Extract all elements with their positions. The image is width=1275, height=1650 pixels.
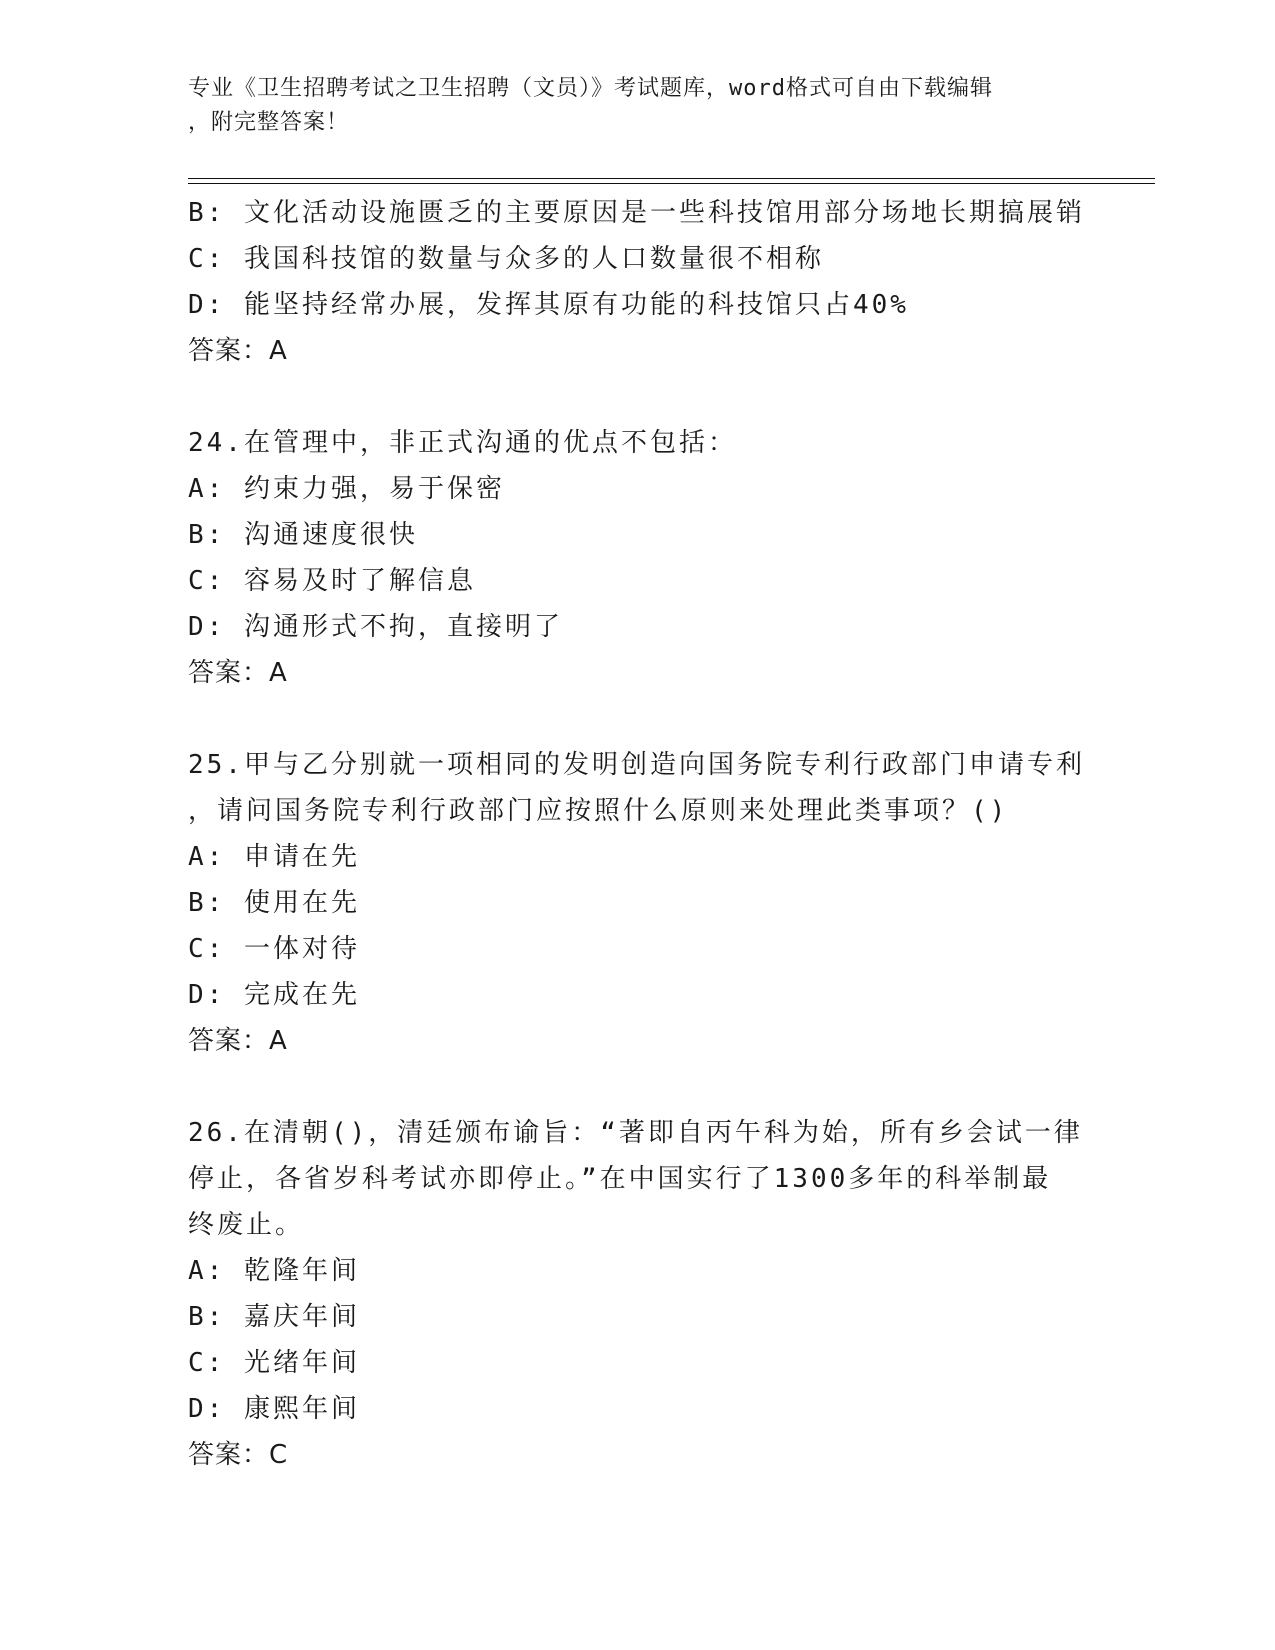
answer: 答案：C [188, 1440, 289, 1470]
option-b: B: 沟通速度很快 [188, 520, 418, 550]
option-d: D: 完成在先 [188, 980, 360, 1010]
answer: 答案：A [188, 336, 288, 366]
question-25 [188, 742, 1088, 1064]
option-c: C: 容易及时了解信息 [188, 566, 476, 596]
option-c: C: 光绪年间 [188, 1348, 360, 1378]
question-text-line-2: ，请问国务院专利行政部门应按照什么原则来处理此类事项？() [188, 796, 1009, 826]
option-c: C: 我国科技馆的数量与众多的人口数量很不相称 [188, 244, 824, 274]
option-b: B: 嘉庆年间 [188, 1302, 360, 1332]
option-a: A: 申请在先 [188, 842, 360, 872]
answer: 答案：A [188, 658, 288, 688]
option-d: D: 能坚持经常办展，发挥其原有功能的科技馆只占40% [188, 290, 909, 320]
question-text: 24.在管理中，非正式沟通的优点不包括： [188, 428, 737, 458]
question-text-line-1: 26.在清朝()，清廷颁布谕旨：“著即自丙午科为始，所有乡会试一律 [188, 1118, 1083, 1148]
header-line-2: ，附完整答案！ [188, 110, 350, 135]
option-a: A: 乾隆年间 [188, 1256, 360, 1286]
option-a: A: 约束力强，易于保密 [188, 474, 505, 504]
question-list [188, 190, 1088, 1478]
question-text-line-2: 停止，各省岁科考试亦即停止。”在中国实行了1300多年的科举制最 [188, 1164, 1052, 1194]
question-24 [188, 420, 1088, 696]
header-line-1: 专业《卫生招聘考试之卫生招聘（文员）》考试题库，word格式可自由下载编辑 [188, 76, 993, 101]
document-header [188, 72, 1088, 140]
header-divider-top [188, 178, 1155, 179]
option-d: D: 沟通形式不拘，直接明了 [188, 612, 563, 642]
option-b: B: 使用在先 [188, 888, 360, 918]
question-text-line-3: 终废止。 [188, 1210, 305, 1240]
option-c: C: 一体对待 [188, 934, 360, 964]
header-divider-bottom [188, 183, 1155, 184]
question-text-line-1: 25.甲与乙分别就一项相同的发明创造向国务院专利行政部门申请专利 [188, 750, 1085, 780]
option-d: D: 康熙年间 [188, 1394, 360, 1424]
option-b: B: 文化活动设施匮乏的主要原因是一些科技馆用部分场地长期搞展销 [188, 198, 1085, 228]
question-26 [188, 1110, 1088, 1478]
question-23-continued [188, 190, 1088, 374]
answer: 答案：A [188, 1026, 288, 1056]
